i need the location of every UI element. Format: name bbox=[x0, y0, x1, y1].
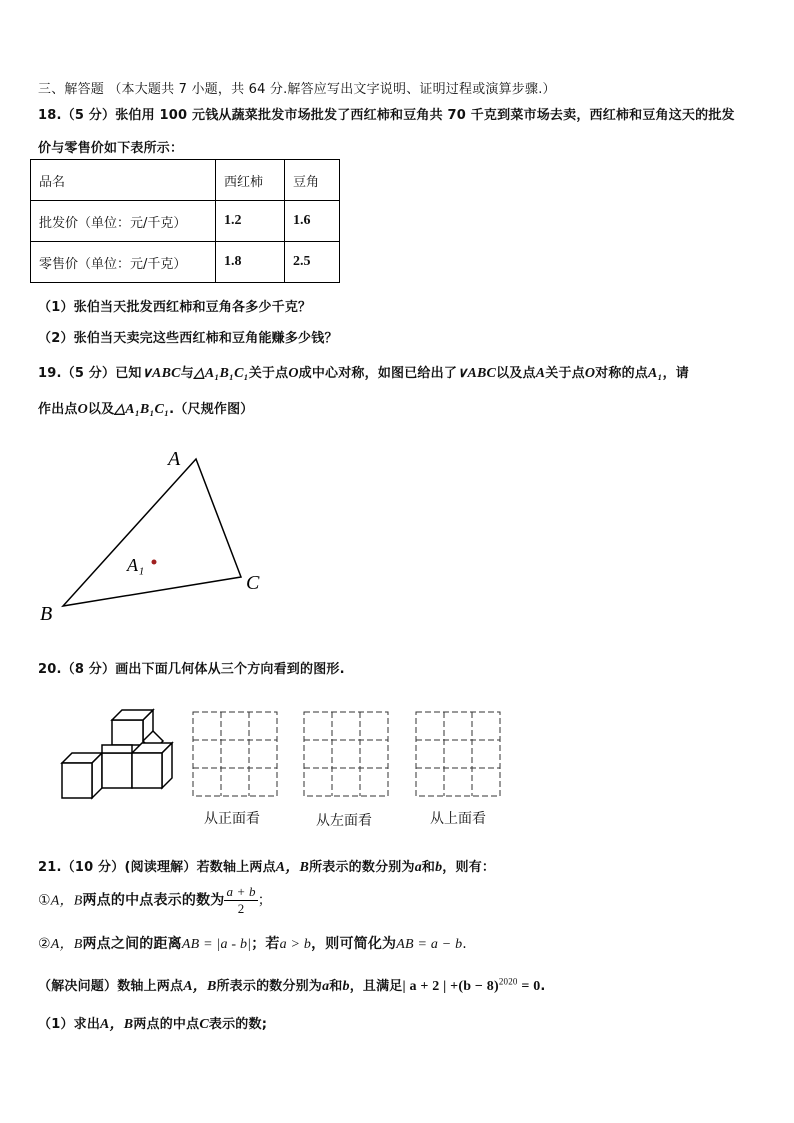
text: 两点的中点表示的数为 bbox=[82, 892, 225, 909]
text: 与 bbox=[180, 366, 194, 381]
label-c: C bbox=[246, 572, 260, 594]
math-var: O bbox=[77, 402, 88, 417]
text: ① bbox=[38, 892, 51, 909]
text: 关于点 bbox=[545, 366, 585, 381]
table-cell: 零售价（单位：元/千克） bbox=[31, 242, 216, 283]
text: 关于点 bbox=[248, 366, 289, 381]
table-cell: 1.8 bbox=[216, 242, 285, 283]
cube-face bbox=[132, 753, 162, 788]
math-var: a bbox=[414, 860, 422, 875]
table-row bbox=[31, 242, 340, 283]
text: . bbox=[462, 936, 467, 952]
text: 以及点 bbox=[496, 366, 536, 381]
cube-face bbox=[112, 720, 143, 745]
table-cell: 1.2 bbox=[216, 201, 285, 242]
q18-sub2: （2）张伯当天卖完这些西红柿和豆角能赚多少钱？ bbox=[38, 331, 338, 346]
text: 19.（5 分）已知 bbox=[38, 366, 142, 381]
math-var: A，B bbox=[50, 893, 83, 909]
math-var: O bbox=[288, 366, 299, 381]
caption-front: 从正面看 bbox=[204, 812, 260, 827]
math-tri: △A₁B₁C₁ bbox=[114, 402, 170, 417]
text: 对称的点 bbox=[595, 366, 648, 381]
q21-line1 bbox=[38, 856, 495, 876]
math-var: A bbox=[535, 366, 546, 381]
text: 所表示的数分别为 bbox=[309, 860, 415, 875]
table-header-cell: 品名 bbox=[31, 160, 216, 201]
grid-front bbox=[193, 712, 277, 796]
text: 所表示的数分别为 bbox=[216, 979, 323, 994]
math-var: A，B bbox=[50, 937, 83, 952]
triangle-abc bbox=[63, 459, 241, 606]
fraction bbox=[224, 884, 257, 917]
grid-left bbox=[304, 712, 388, 796]
math-tri: △A₁B₁C₁ bbox=[193, 366, 249, 381]
cube-solid-figure bbox=[55, 708, 180, 803]
math-var: b bbox=[342, 979, 350, 994]
price-table bbox=[30, 159, 340, 283]
q18-line2: 价与零售价如下表所示： bbox=[38, 141, 184, 156]
math-var: A₁ bbox=[647, 366, 663, 381]
caption-top: 从上面看 bbox=[430, 812, 486, 827]
section-header: 三、解答题 （本大题共 7 小题，共 64 分.解答应写出文字说明、证明过程或演算步骤.） bbox=[38, 82, 556, 97]
text: . bbox=[540, 979, 546, 994]
text: 表示的数; bbox=[208, 1017, 268, 1032]
text: ，且满足 bbox=[349, 979, 403, 994]
math-var: A，B bbox=[100, 1017, 134, 1032]
text: 两点之间的距离 bbox=[82, 936, 182, 952]
text: 和 bbox=[421, 860, 436, 875]
math-var: O bbox=[584, 366, 596, 381]
caption-left: 从左面看 bbox=[316, 814, 372, 829]
math-var: A，B bbox=[183, 979, 217, 994]
table-header-cell: 豆角 bbox=[285, 160, 340, 201]
text: ，请 bbox=[662, 366, 690, 381]
q21-item2 bbox=[38, 933, 467, 953]
math-expr: = 0 bbox=[517, 979, 541, 994]
grid-top bbox=[416, 712, 500, 796]
text: ；若 bbox=[251, 936, 280, 952]
q19-line1 bbox=[38, 362, 689, 382]
math-var: A，B bbox=[275, 860, 310, 875]
q21-sub1 bbox=[38, 1013, 267, 1033]
fraction-numerator: a + b bbox=[226, 884, 256, 899]
point-a1 bbox=[152, 560, 157, 565]
text: ② bbox=[38, 936, 51, 952]
text: （1）求出 bbox=[38, 1017, 101, 1032]
math-exponent: 2020 bbox=[498, 976, 518, 987]
text: ，则可简化为 bbox=[311, 936, 397, 952]
q19-line2 bbox=[38, 398, 254, 418]
grid-set bbox=[190, 710, 520, 800]
math-var: C bbox=[199, 1017, 209, 1032]
label-a: A bbox=[168, 448, 181, 470]
label-b: B bbox=[40, 603, 53, 625]
math-expr: AB = a − b bbox=[396, 937, 463, 952]
text: 以及 bbox=[87, 402, 115, 417]
table-cell: 批发价（单位：元/千克） bbox=[31, 201, 216, 242]
math-var: b bbox=[435, 860, 443, 875]
math-tri: ∨ABC bbox=[141, 366, 181, 381]
text: ； bbox=[257, 892, 272, 909]
text: 和 bbox=[329, 979, 343, 994]
text: 21.（10 分）(阅读理解）若数轴上两点 bbox=[38, 860, 276, 875]
cube-face bbox=[102, 745, 132, 753]
q18-sub1: （1）张伯当天批发西红柿和豆角各多少千克？ bbox=[38, 300, 312, 315]
table-cell: 1.6 bbox=[285, 201, 340, 242]
table-header-cell: 西红柿 bbox=[216, 160, 285, 201]
fraction-denominator: 2 bbox=[237, 901, 245, 916]
cube-face bbox=[102, 753, 132, 788]
text: ，则有： bbox=[442, 860, 496, 875]
text: （解决问题）数轴上两点 bbox=[38, 979, 184, 994]
q21-solve bbox=[38, 975, 546, 995]
q20-line1: 20.（8 分）画出下面几何体从三个方向看到的图形. bbox=[38, 662, 345, 677]
q21-item1 bbox=[38, 884, 272, 917]
label-a1: A₁ bbox=[127, 555, 145, 575]
text: 作出点 bbox=[38, 402, 78, 417]
text: 两点的中点 bbox=[133, 1017, 200, 1032]
math-expr: AB = |a - b| bbox=[181, 937, 252, 952]
table-header-row bbox=[31, 160, 340, 201]
math-expr: a > b bbox=[279, 937, 312, 952]
triangle-figure bbox=[30, 440, 290, 630]
math-var: a bbox=[322, 979, 330, 994]
text: .（尺规作图） bbox=[169, 402, 254, 417]
math-expr: | a + 2 | +(b − 8) bbox=[402, 979, 499, 994]
text: 成中心对称，如图已给出了 bbox=[298, 366, 458, 381]
math-tri: ∨ABC bbox=[457, 366, 497, 381]
cube-face bbox=[62, 763, 92, 798]
table-cell: 2.5 bbox=[285, 242, 340, 283]
table-row bbox=[31, 201, 340, 242]
q18-line1: 18.（5 分）张伯用 100 元钱从蔬菜批发市场批发了西红柿和豆角共 70 千克到菜市场去卖，西红柿和豆角这天的批发 bbox=[38, 108, 735, 123]
